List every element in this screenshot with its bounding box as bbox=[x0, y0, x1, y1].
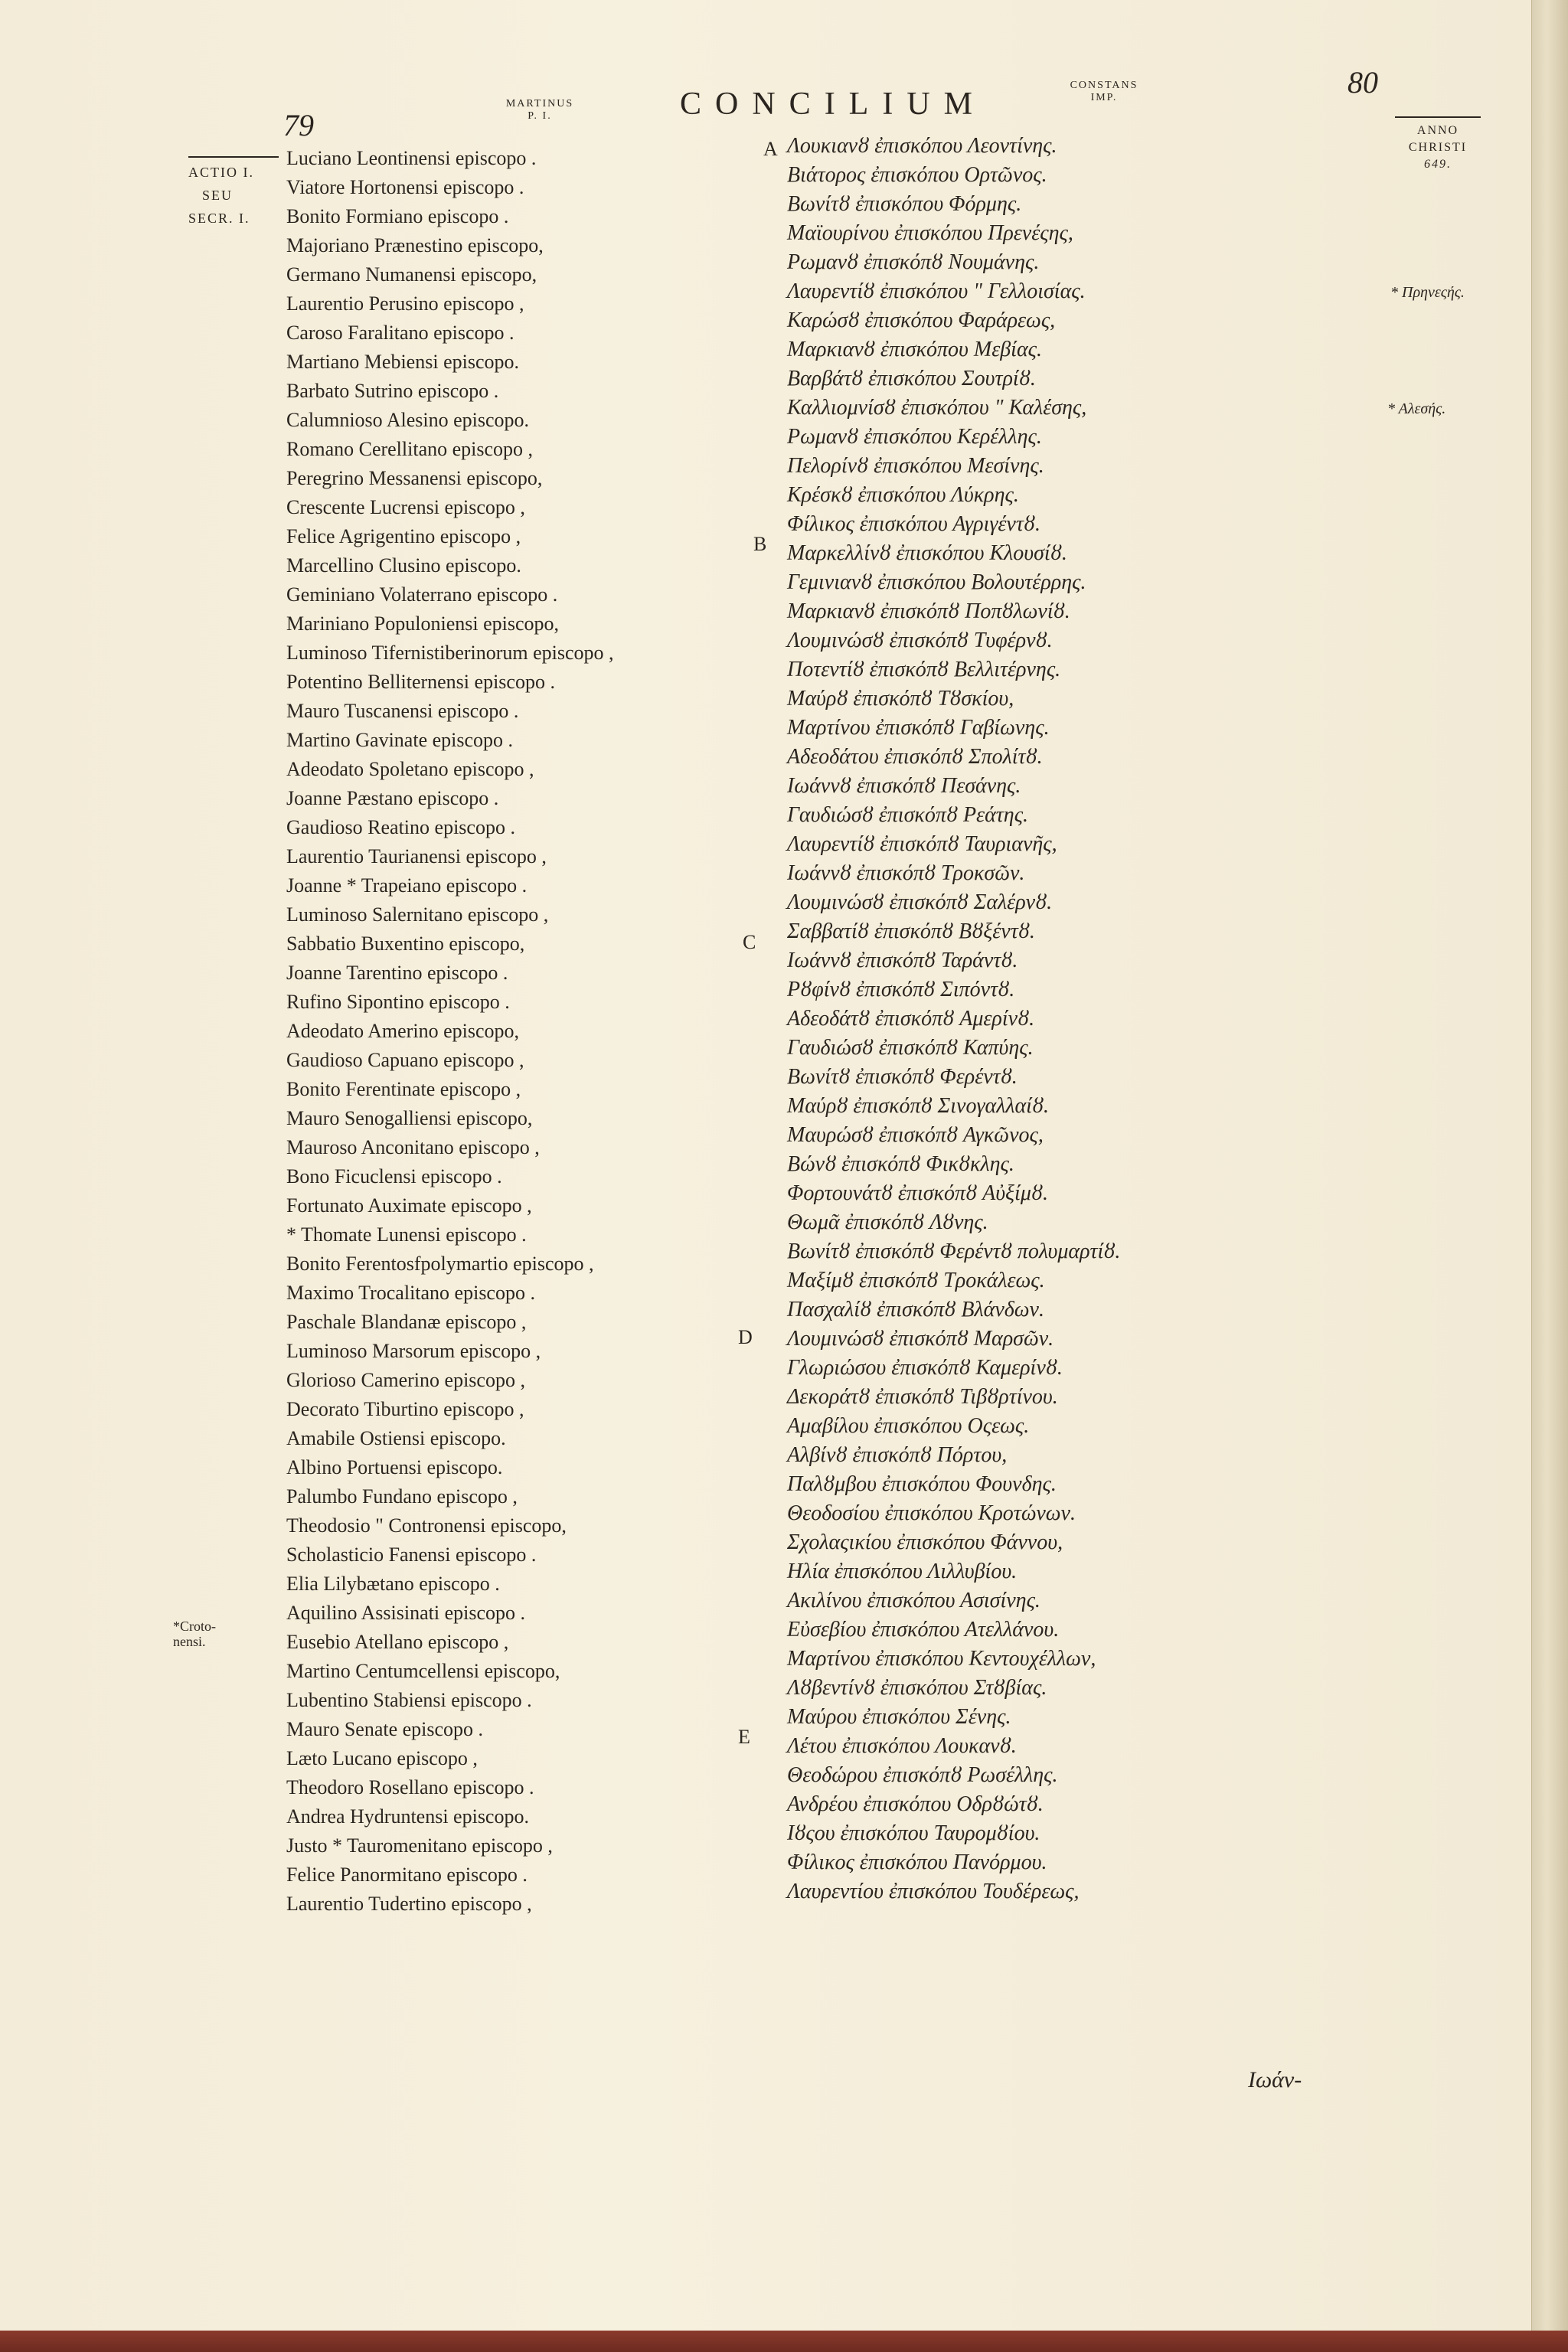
greek-line: Γεμινιανȣ ἐπισκόπου Βολουτέρρης. bbox=[787, 570, 1086, 594]
greek-line: Ανδρέου ἐπισκόπου Οδρȣώτȣ. bbox=[787, 1792, 1044, 1816]
emperor-name: CONSTANS bbox=[1070, 80, 1138, 91]
latin-line: Felice Panormitano episcopo . bbox=[286, 1864, 528, 1886]
greek-line: Ποτεντίȣ ἐπισκόπȣ Βελλιτέρνης. bbox=[787, 658, 1061, 681]
greek-line: Λουκιανȣ ἐπισκόπου Λεοντίνης. bbox=[787, 134, 1057, 158]
greek-line: Ρωμανȣ ἐπισκόπου Κερέλλης. bbox=[787, 425, 1042, 449]
latin-line: Bonito Ferentosfpolymartio episcopo , bbox=[286, 1253, 594, 1275]
latin-line: Elia Lilybætano episcopo . bbox=[286, 1573, 500, 1595]
greek-line: Βαρβάτȣ ἐπισκόπου Σουτρίȣ. bbox=[787, 367, 1036, 390]
greek-line: Μαρκιανȣ ἐπισκόπου Μεβίας. bbox=[787, 338, 1043, 361]
margin-note-prenestes: * Πρηνεςής. bbox=[1390, 284, 1465, 301]
latin-line: Eusebio Atellano episcopo , bbox=[286, 1631, 509, 1653]
section-letter-c: C bbox=[743, 931, 756, 953]
greek-line: Μαύρȣ ἐπισκόπȣ Τȣσκίου, bbox=[787, 687, 1014, 710]
actio-note bbox=[188, 161, 288, 230]
greek-line: Ιωάννȣ ἐπισκόπȣ Τροκσῶν. bbox=[787, 861, 1025, 885]
greek-line: Λουμινώσȣ ἐπισκόπȣ Σαλέρνȣ. bbox=[787, 890, 1053, 914]
greek-line: Μαϊουρίνου ἐπισκόπου Πρενέςης, bbox=[787, 221, 1073, 245]
greek-line: Αδεοδάτου ἐπισκόπȣ Σπολίτȣ. bbox=[787, 745, 1043, 769]
latin-line: Germano Numanensi episcopo, bbox=[286, 263, 537, 286]
page-number-right: 80 bbox=[1348, 65, 1378, 100]
greek-line: Πελορίνȣ ἐπισκόπου Μεσίνης. bbox=[787, 454, 1044, 478]
greek-line: Λαυρεντίȣ ἐπισκόπου " Γελλοισίας. bbox=[787, 279, 1086, 303]
greek-line: Θωμᾶ ἐπισκόπȣ Λȣνης. bbox=[787, 1210, 988, 1234]
latin-line: Adeodato Amerino episcopo, bbox=[286, 1020, 519, 1042]
actio-rule bbox=[188, 156, 279, 158]
latin-line: Justo * Tauromenitano episcopo , bbox=[286, 1834, 553, 1857]
emperor-sub: IMP. bbox=[1090, 92, 1118, 103]
greek-line: Καλλιομνίσȣ ἐπισκόπου " Καλέσης, bbox=[787, 396, 1087, 420]
anno-christi-box bbox=[1392, 122, 1484, 173]
pope-name: MARTINUS bbox=[505, 98, 574, 109]
latin-line: Calumnioso Alesino episcopo. bbox=[286, 409, 530, 431]
latin-line: Romano Cerellitano episcopo , bbox=[286, 438, 534, 460]
latin-line: Adeodato Spoletano episcopo , bbox=[286, 758, 534, 780]
facing-page-edge bbox=[1531, 0, 1568, 2352]
emperor-header bbox=[1050, 80, 1158, 104]
pope-header bbox=[490, 98, 590, 122]
greek-line: Ηλία ἐπισκόπου Λιλλυβίου. bbox=[787, 1560, 1018, 1583]
latin-line: Læto Lucano episcopo , bbox=[286, 1747, 478, 1769]
latin-line: Majoriano Prænestino episcopo, bbox=[286, 234, 544, 256]
year-label: 649. bbox=[1424, 158, 1452, 171]
greek-line: Λουμινώσȣ ἐπισκόπȣ Τυφέρνȣ. bbox=[787, 629, 1053, 652]
latin-line: Viatore Hortonensi episcopo . bbox=[286, 176, 524, 198]
latin-line: Maximo Trocalitano episcopo . bbox=[286, 1282, 535, 1304]
latin-line: Palumbo Fundano episcopo , bbox=[286, 1485, 518, 1508]
greek-line: Ιωάννȣ ἐπισκόπȣ Πεσάνης. bbox=[787, 774, 1021, 798]
latin-line: Martino Gavinate episcopo . bbox=[286, 729, 514, 751]
greek-line: Μαρτίνου ἐπισκόπου Κεντουχέλλων, bbox=[787, 1647, 1096, 1671]
anno-rule bbox=[1395, 116, 1481, 118]
latin-line: Geminiano Volaterrano episcopo . bbox=[286, 583, 558, 606]
latin-line: Decorato Tiburtino episcopo , bbox=[286, 1398, 524, 1420]
greek-line: Μαρτίνου ἐπισκόπȣ Γαβίωνης. bbox=[787, 716, 1050, 740]
latin-line: Glorioso Camerino episcopo , bbox=[286, 1369, 525, 1391]
greek-line: Λȣβεντίνȣ ἐπισκόπου Στȣβίας. bbox=[787, 1676, 1047, 1700]
latin-line: Luminoso Tifernistiberinorum episcopo , bbox=[286, 642, 614, 664]
greek-line: Ρωμανȣ ἐπισκόπȣ Νουμάνης. bbox=[787, 250, 1040, 274]
greek-line: Δεκοράτȣ ἐπισκόπȣ Τιβȣρτίνου. bbox=[787, 1385, 1058, 1409]
actio-line-3: SECR. I. bbox=[188, 211, 250, 226]
section-letter-a: A bbox=[763, 138, 778, 160]
greek-line: Αδεοδάτȣ ἐπισκόπȣ Αμερίνȣ. bbox=[787, 1007, 1035, 1031]
anno-label: ANNO bbox=[1416, 124, 1459, 137]
margin-note-alesis: * Αλεσής. bbox=[1387, 400, 1446, 417]
latin-line: Crescente Lucrensi episcopo , bbox=[286, 496, 525, 518]
page-number-left: 79 bbox=[283, 108, 314, 142]
page-title: CONCILIUM bbox=[680, 87, 986, 122]
greek-line: Μαύρȣ ἐπισκόπȣ Σινογαλλαίȣ. bbox=[787, 1094, 1050, 1118]
greek-line: Θεοδώρου ἐπισκόπȣ Ρωσέλλης. bbox=[787, 1763, 1058, 1787]
greek-line: Λουμινώσȣ ἐπισκόπȣ Μαρσῶν. bbox=[787, 1327, 1054, 1351]
greek-line: Ιȣςου ἐπισκόπου Ταυρομȣίου. bbox=[787, 1821, 1040, 1845]
actio-line-2: SEU bbox=[202, 188, 234, 203]
greek-line: Μαυρώσȣ ἐπισκόπȣ Αγκῶνος, bbox=[787, 1123, 1044, 1147]
latin-line: Rufino Sipontino episcopo . bbox=[286, 991, 510, 1013]
latin-line: Fortunato Auximate episcopo , bbox=[286, 1194, 532, 1217]
greek-line: Γαυδιώσȣ ἐπισκόπȣ Ρεάτης. bbox=[787, 803, 1029, 827]
greek-line: Μαύρου ἐπισκόπου Σένης. bbox=[787, 1705, 1011, 1729]
latin-line: Caroso Faralitano episcopo . bbox=[286, 322, 514, 344]
greek-line: Μαρκελλίνȣ ἐπισκόπου Κλουσίȣ. bbox=[787, 541, 1067, 565]
greek-line: Παλȣμβου ἐπισκόπου Φουνδης. bbox=[787, 1472, 1057, 1496]
greek-line: Καρώσȣ ἐπισκόπου Φαράρεως, bbox=[787, 309, 1056, 332]
latin-line: Luminoso Marsorum episcopo , bbox=[286, 1340, 541, 1362]
greek-line: Φίλικος ἐπισκόπου Αγριγέντȣ. bbox=[787, 512, 1040, 536]
margin-note-croto bbox=[173, 1619, 234, 1649]
latin-line: Mauroso Anconitano episcopo , bbox=[286, 1136, 540, 1158]
greek-line: Βιάτορος ἐπισκόπου Ορτῶνος. bbox=[787, 163, 1047, 187]
greek-line: Σχολαςικίου ἐπισκόπου Φάννου, bbox=[787, 1530, 1063, 1554]
latin-line: Theodosio " Contronensi episcopo, bbox=[286, 1514, 567, 1537]
latin-line: Paschale Blandanæ episcopo , bbox=[286, 1311, 527, 1333]
latin-line: Joanne Tarentino episcopo . bbox=[286, 962, 508, 984]
latin-line: Joanne Pæstano episcopo . bbox=[286, 787, 499, 809]
pope-sub: P. I. bbox=[528, 110, 552, 122]
latin-line: Luminoso Salernitano episcopo , bbox=[286, 903, 549, 926]
latin-line: Bono Ficuclensi episcopo . bbox=[286, 1165, 502, 1187]
latin-line: Joanne * Trapeiano episcopo . bbox=[286, 874, 528, 897]
latin-line: Amabile Ostiensi episcopo. bbox=[286, 1427, 506, 1449]
latin-line: Felice Agrigentino episcopo , bbox=[286, 525, 521, 547]
latin-line: Gaudioso Capuano episcopo , bbox=[286, 1049, 524, 1071]
actio-line-1: ACTIO I. bbox=[188, 165, 254, 180]
latin-line: Lubentino Stabiensi episcopo . bbox=[286, 1689, 532, 1711]
latin-line: Peregrino Messanensi episcopo, bbox=[286, 467, 543, 489]
greek-column bbox=[787, 132, 1354, 1906]
greek-line: Γλωριώσου ἐπισκόπȣ Καμερίνȣ. bbox=[787, 1356, 1063, 1380]
catchword: Ιωάν- bbox=[1248, 2067, 1302, 2092]
greek-line: Πασχαλίȣ ἐπισκόπȣ Βλάνδων. bbox=[787, 1298, 1044, 1321]
greek-line: Κρέσκȣ ἐπισκόπου Λύκρης. bbox=[787, 483, 1019, 507]
latin-line: Marcellino Clusino episcopo. bbox=[286, 554, 521, 577]
greek-line: Αμαβίλου ἐπισκόπου Οςεως. bbox=[787, 1414, 1030, 1438]
latin-line: Barbato Sutrino episcopo . bbox=[286, 380, 499, 402]
christi-label: CHRISTI bbox=[1408, 141, 1468, 154]
greek-line: Αλβίνȣ ἐπισκόπȣ Πόρτου, bbox=[787, 1443, 1008, 1467]
greek-line: Λέτου ἐπισκόπου Λουκανȣ. bbox=[787, 1734, 1017, 1758]
margin-note-line-1: *Croto- bbox=[173, 1619, 216, 1634]
greek-line: Θεοδοσίου ἐπισκόπου Κροτώνων. bbox=[787, 1501, 1076, 1525]
greek-line: Λαυρεντίου ἐπισκόπου Τουδέρεως, bbox=[787, 1880, 1080, 1903]
greek-line: Γαυδιώσȣ ἐπισκόπȣ Καπύης. bbox=[787, 1036, 1034, 1060]
greek-line: Βωνίτȣ ἐπισκόπου Φόρμης. bbox=[787, 192, 1022, 216]
greek-line: Βώνȣ ἐπισκόπȣ Φικȣκλης. bbox=[787, 1152, 1014, 1176]
latin-line: Theodoro Rosellano episcopo . bbox=[286, 1776, 534, 1798]
latin-line: * Thomate Lunensi episcopo . bbox=[286, 1223, 527, 1246]
latin-line: Potentino Belliternensi episcopo . bbox=[286, 671, 555, 693]
greek-line: Σαββατίȣ ἐπισκόπȣ Βȣξέντȣ. bbox=[787, 920, 1035, 943]
latin-line: Martino Centumcellensi episcopo, bbox=[286, 1660, 560, 1682]
section-letter-e: E bbox=[738, 1726, 750, 1748]
greek-line: Ακιλίνου ἐπισκόπου Ασισίνης. bbox=[787, 1589, 1040, 1612]
latin-line: Laurentio Taurianensi episcopo , bbox=[286, 845, 547, 867]
margin-note-line-2: nensi. bbox=[173, 1634, 206, 1649]
latin-line: Scholasticio Fanensi episcopo . bbox=[286, 1544, 537, 1566]
greek-line: Φίλικος ἐπισκόπου Πανόρμου. bbox=[787, 1851, 1047, 1874]
greek-line: Μαξίμȣ ἐπισκόπȣ Τροκάλεως. bbox=[787, 1269, 1045, 1292]
latin-line: Laurentio Tudertino episcopo , bbox=[286, 1893, 532, 1915]
section-letter-b: B bbox=[753, 533, 767, 555]
latin-line: Luciano Leontinensi episcopo . bbox=[286, 147, 537, 169]
section-letter-d: D bbox=[738, 1326, 753, 1348]
latin-line: Mauro Tuscanensi episcopo . bbox=[286, 700, 519, 722]
greek-line: Εὐσεβίου ἐπισκόπου Ατελλάνου. bbox=[787, 1618, 1060, 1642]
latin-line: Martiano Mebiensi episcopo. bbox=[286, 351, 519, 373]
greek-line: Βωνίτȣ ἐπισκόπȣ Φερέντȣ πολυμαρτίȣ. bbox=[787, 1240, 1121, 1263]
latin-line: Bonito Ferentinate episcopo , bbox=[286, 1078, 521, 1100]
greek-line: Ιωάννȣ ἐπισκόπȣ Ταράντȣ. bbox=[787, 949, 1018, 972]
latin-line: Gaudioso Reatino episcopo . bbox=[286, 816, 515, 838]
latin-line: Albino Portuensi episcopo. bbox=[286, 1456, 503, 1478]
latin-line: Mauro Senogalliensi episcopo, bbox=[286, 1107, 533, 1129]
latin-line: Andrea Hydruntensi episcopo. bbox=[286, 1805, 529, 1828]
latin-line: Mariniano Populoniensi episcopo, bbox=[286, 612, 560, 635]
greek-line: Ρȣφίνȣ ἐπισκόπȣ Σιπόντȣ. bbox=[787, 978, 1015, 1001]
latin-column bbox=[286, 144, 715, 1919]
greek-line: Βωνίτȣ ἐπισκόπȣ Φερέντȣ. bbox=[787, 1065, 1018, 1089]
greek-line: Φορτουνάτȣ ἐπισκόπȣ Αὐξίμȣ. bbox=[787, 1181, 1048, 1205]
latin-line: Bonito Formiano episcopo . bbox=[286, 205, 509, 227]
latin-line: Aquilino Assisinati episcopo . bbox=[286, 1602, 525, 1624]
latin-line: Mauro Senate episcopo . bbox=[286, 1718, 484, 1740]
greek-line: Μαρκιανȣ ἐπισκόπȣ Ποπȣλωνίȣ. bbox=[787, 599, 1070, 623]
latin-line: Sabbatio Buxentino episcopo, bbox=[286, 933, 525, 955]
greek-line: Λαυρεντίȣ ἐπισκόπȣ Ταυριανῆς, bbox=[787, 832, 1057, 856]
book-edge bbox=[0, 2331, 1568, 2352]
latin-line: Laurentio Perusino episcopo , bbox=[286, 292, 524, 315]
